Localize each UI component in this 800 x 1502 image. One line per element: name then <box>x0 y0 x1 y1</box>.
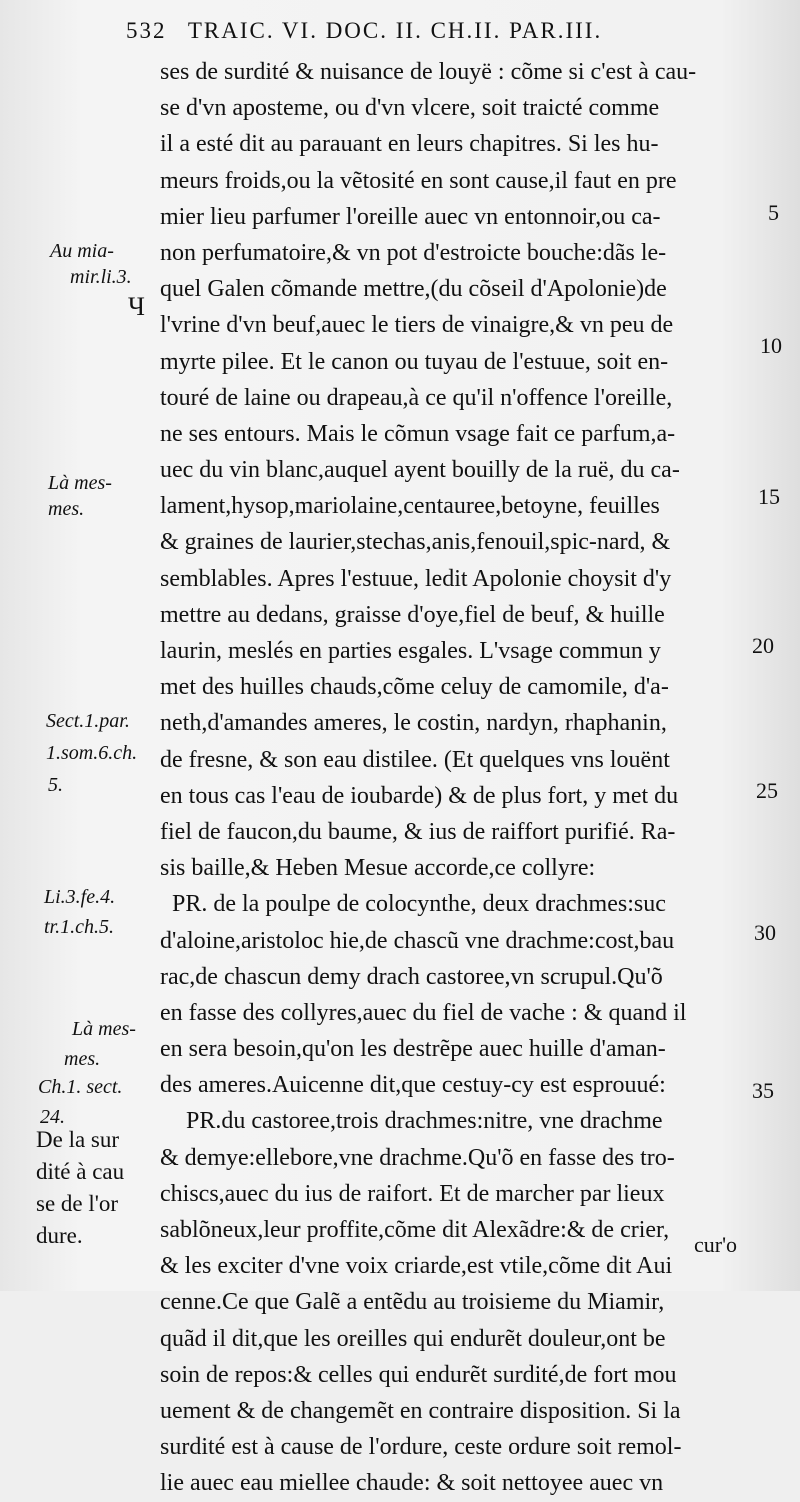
margin-note: 1.som.6.ch. <box>46 742 138 764</box>
text-line: chiscs,auec du ius de raifort. Et de marcher par lieux <box>160 1180 665 1207</box>
text-line: & graines de laurier,stechas,anis,fenouil,spic-nard, & <box>160 529 671 556</box>
text-line: mier lieu parfumer l'oreille auec vn entonnoir,ou ca- <box>160 203 661 230</box>
text-line: PR.du castoree,trois drachmes:nitre, vne drachme <box>186 1108 663 1135</box>
margin-note: De la sur <box>36 1127 120 1152</box>
text-line: des ameres.Auicenne dit,que cestuy-cy est esprouué: <box>160 1072 666 1099</box>
text-line: en fasse des collyres,auec du fiel de vache : & quand il <box>160 999 687 1026</box>
running-header <box>126 18 726 44</box>
text-line: touré de laine ou drapeau,à ce qu'il n'offence l'oreille, <box>160 384 673 411</box>
line-number: 35 <box>752 1078 774 1103</box>
text-line: en sera besoin,qu'on les destrẽpe auec huille d'aman- <box>160 1036 666 1063</box>
text-line: & demye:ellebore,vne drachme.Qu'õ en fasse des tro- <box>160 1144 675 1171</box>
margin-note: Là mes- <box>48 472 112 494</box>
text-line: uec du vin blanc,auquel ayent bouilly de la ruë, du ca- <box>160 457 680 484</box>
margin-note: mir.li.3. <box>70 266 132 288</box>
text-line: met des huilles chauds,cõme celuy de camomile, d'a- <box>160 674 669 701</box>
text-line: lie auec eau miellee chaude: & soit nettoyee auec vn <box>160 1470 664 1497</box>
catchword: cur'o <box>694 1232 738 1257</box>
text-line: myrte pilee. Et le canon ou tuyau de l'estuue, soit en- <box>160 348 669 375</box>
text-line: uement & de changemẽt en contraire disposition. Si la <box>160 1397 681 1424</box>
page-number: 532 <box>126 18 167 43</box>
line-number: 20 <box>752 633 774 658</box>
text-block <box>160 54 760 1502</box>
margin-note: dité à cau <box>36 1159 125 1184</box>
margin-note: mes. <box>48 498 85 520</box>
text-line: quel Galen cõmande mettre,(du cõseil d'Apolonie)de <box>160 276 667 303</box>
text-line: & les exciter d'vne voix criarde,est vtile,cõme dit Aui <box>160 1253 673 1280</box>
text-line: en tous cas l'eau de ioubarde) & de plus fort, y met du <box>160 782 679 809</box>
margin-note: Sect.1.par. <box>46 710 130 732</box>
line-number: 15 <box>758 484 780 509</box>
text-line: il a esté dit au parauant en leurs chapitres. Si les hu- <box>160 131 659 158</box>
text-line: soin de repos:& celles qui endurẽt surdité,de fort mou <box>160 1361 677 1388</box>
line-number: 10 <box>760 333 782 358</box>
text-line: meurs froids,ou la vẽtosité en sont cause,il faut en pre <box>160 167 677 194</box>
margin-note: 24. <box>40 1106 65 1128</box>
text-line: PR. de la poulpe de colocynthe, deux drachmes:suc <box>172 891 666 918</box>
margin-note: Ch.1. sect. <box>38 1076 123 1098</box>
marginal-mark: Ч <box>128 292 145 321</box>
text-line: surdité est à cause de l'ordure, ceste ordure soit remol- <box>160 1434 682 1461</box>
text-line: fiel de faucon,du baume, & ius de raiffort purifié. Ra- <box>160 818 676 845</box>
line-number: 25 <box>756 778 778 803</box>
text-line: semblables. Apres l'estuue, ledit Apolonie choysit d'y <box>160 565 672 592</box>
margin-note: 5. <box>48 774 63 796</box>
text-line: sis baille,& Heben Mesue accorde,ce collyre: <box>160 855 596 882</box>
text-line: se d'vn aposteme, ou d'vn vlcere, soit traicté comme <box>160 95 660 122</box>
text-line: lament,hysop,mariolaine,centauree,betoyne, feuilles <box>160 493 660 520</box>
margin-note: tr.1.ch.5. <box>44 916 114 938</box>
margin-note: mes. <box>64 1048 101 1070</box>
text-line: rac,de chascun demy drach castoree,vn scrupul.Qu'õ <box>160 963 663 990</box>
text-line: quãd il dit,que les oreilles qui endurẽt douleur,ont be <box>160 1325 666 1352</box>
text-line: ses de surdité & nuisance de louyë : cõme si c'est à cau- <box>160 59 697 85</box>
margin-note: Là mes- <box>72 1018 136 1040</box>
margin-note: Li.3.fe.4. <box>44 886 116 908</box>
text-line: cenne.Ce que Galẽ a entẽdu au troisieme du Miamir, <box>160 1289 665 1316</box>
text-line: laurin, meslés en parties esgales. L'vsage commun y <box>160 638 661 664</box>
text-line: ne ses entours. Mais le cõmun vsage fait ce parfum,a- <box>160 420 676 447</box>
text-line: l'vrine d'vn beuf,auec le tiers de vinaigre,& vn peu de <box>160 312 674 339</box>
text-line: neth,d'amandes ameres, le costin, nardyn, rhaphanin, <box>160 710 667 737</box>
margin-note: se de l'or <box>36 1191 119 1216</box>
text-line: de fresne, & son eau distilee. (Et quelques vns louënt <box>160 746 670 773</box>
line-number: 30 <box>754 920 776 945</box>
text-line: non perfumatoire,& vn pot d'estroicte bouche:dãs le- <box>160 239 667 266</box>
margin-note: dure. <box>36 1223 83 1248</box>
text-line: mettre au dedans, graisse d'oye,fiel de beuf, & huille <box>160 601 665 628</box>
text-line: d'aloine,aristoloc hie,de chascũ vne drachme:cost,bau <box>160 927 675 954</box>
text-line: sablõneux,leur proffite,cõme dit Alexãdre:& de crier, <box>160 1217 670 1243</box>
margin-note: Au mia- <box>50 240 114 262</box>
line-number: 5 <box>768 200 779 225</box>
running-title: TRAIC. VI. DOC. II. CH.II. PAR.III. <box>187 18 603 43</box>
